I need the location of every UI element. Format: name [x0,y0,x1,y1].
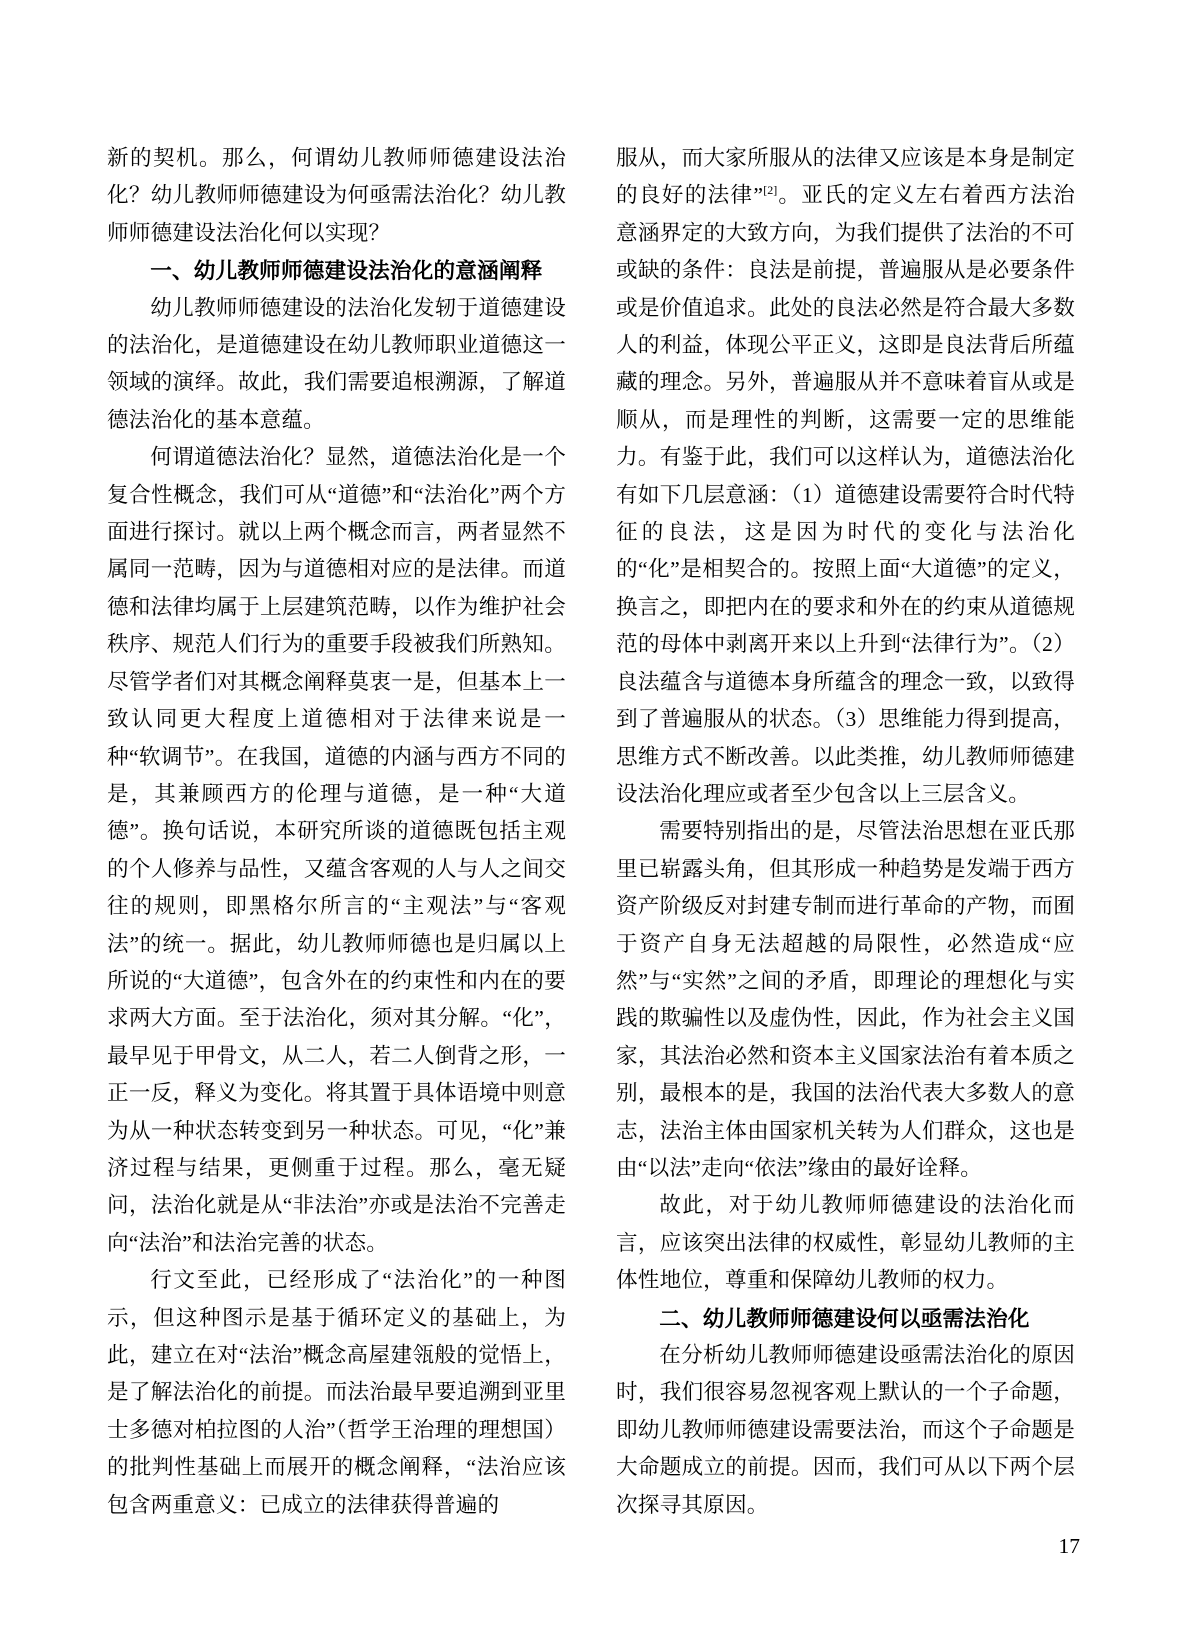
paragraph: 幼儿教师师德建设的法治化发轫于道德建设的法治化，是道德建设在幼儿教师职业道德这一领域的演绎。故此，我们需要追根溯源，了解道德法治化的基本意蕴。 [107,295,566,432]
section-heading-1: 一、幼儿教师师德建设法治化的意涵阐释 [150,258,543,284]
paragraph: 故此，对于幼儿教师师德建设的法治化而言，应该突出法律的权威性，彰显幼儿教师的主体性地位，尊重和保障幼儿教师的权力。 [616,1193,1075,1293]
page-number: 17 [1058,1534,1080,1558]
footnote-reference-2: [2] [763,183,778,198]
paragraph: 行文至此，已经形成了“法治化”的一种图示，但这种图示是基于循环定义的基础上，为此，建立在对“法治”概念高屋建瓴般的觉悟上，是了解法治化的前提。而法治最早要追溯到亚里士多德对柏拉图的人治”（哲学王治理的理想国）的批判性基础上而展开的概念阐释，“法治应该包含两重意义：已成立的法律获得普遍的 [107,1268,566,1517]
paragraph-continuation [616,140,1075,813]
paragraph: 需要特别指出的是，尽管法治思想在亚氏那里已崭露头角，但其形成一种趋势是发端于西方资产阶级反对封建专制而进行革命的产物，而囿于资产自身无法超越的局限性，必然造成“应然”与“实然”之间的矛盾，即理论的理想化与实践的欺骗性以及虚伪性，因此，作为社会主义国家，其法治必然和资本主义国家法治有着本质之别，最根本的是，我国的法治代表大多数人的意志，法治主体由国家机关转为人们群众，这也是由“以法”走向“依法”缘由的最好诠释。 [616,819,1075,1180]
section-heading-2: 二、幼儿教师师德建设何以亟需法治化 [659,1305,1030,1331]
paragraph-continuation: 新的契机。那么，何谓幼儿教师师德建设法治化？幼儿教师师德建设为何亟需法治化？幼儿教师师德建设法治化何以实现？ [107,146,566,245]
paragraph-text: 。亚氏的定义左右着西方法治意涵界定的大致方向，为我们提供了法治的不可或缺的条件：良法是前提，普遍服从是必要条件或是价值追求。此处的良法必然是符合最大多数人的利益，体现公平正义，这即是良法背后所蕴藏的理念。另外，普遍服从并不意味着盲从或是顺从，而是理性的判断，这需要一定的思维能力。有鉴于此，我们可以这样认为，道德法治化有如下几层意涵：（1）道德建设需要符合时代特征的良法，这是因为时代的变化与法治化的“化”是相契合的。按照上面“大道德”的定义，换言之，即把内在的要求和外在的约束从道德规范的母体中剥离开来以上升到“法律行为”。（2）良法蕴含与道德本身所蕴含的理念一致，以致得到了普遍服从的状态。（3）思维能力得到提高，思维方式不断改善。以此类推，幼儿教师师德建设法治化理应或者至少包含以上三层含义。 [616,183,1075,806]
right-column [616,140,1075,1524]
left-column [107,140,566,1524]
paragraph: 在分析幼儿教师师德建设亟需法治化的原因时，我们很容易忽视客观上默认的一个子命题，即幼儿教师师德建设需要法治，而这个子命题是大命题成立的前提。因而，我们可从以下两个层次探寻其原因。 [616,1343,1075,1517]
paragraph: 何谓道德法治化？显然，道德法治化是一个复合性概念，我们可从“道德”和“法治化”两个方面进行探讨。就以上两个概念而言，两者显然不属同一范畴，因为与道德相对应的是法律。而道德和法律均属于上层建筑范畴，以作为维护社会秩序、规范人们行为的重要手段被我们所熟知。尽管学者们对其概念阐释莫衷一是，但基本上一致认同更大程度上道德相对于法律来说是一种“软调节”。在我国，道德的内涵与西方不同的是，其兼顾西方的伦理与道德，是一种“大道德”。换句话说，本研究所谈的道德既包括主观的个人修养与品性，又蕴含客观的人与人之间交往的规则，即黑格尔所言的“主观法”与“客观法”的统一。据此，幼儿教师师德也是归属以上所说的“大道德”，包含外在的约束性和内在的要求两大方面。至于法治化，须对其分解。“化”，最早见于甲骨文，从二人，若二人倒背之形，一正一反，释义为变化。将其置于具体语境中则意为从一种状态转变到另一种状态。可见，“化”兼济过程与结果，更侧重于过程。那么，毫无疑问，法治化就是从“非法治”亦或是法治不完善走向“法治”和法治完善的状态。 [107,445,566,1255]
paragraph-text: 服从，而大家所服从的法律又应该是本身是制定的良好的法律” [616,146,1075,208]
